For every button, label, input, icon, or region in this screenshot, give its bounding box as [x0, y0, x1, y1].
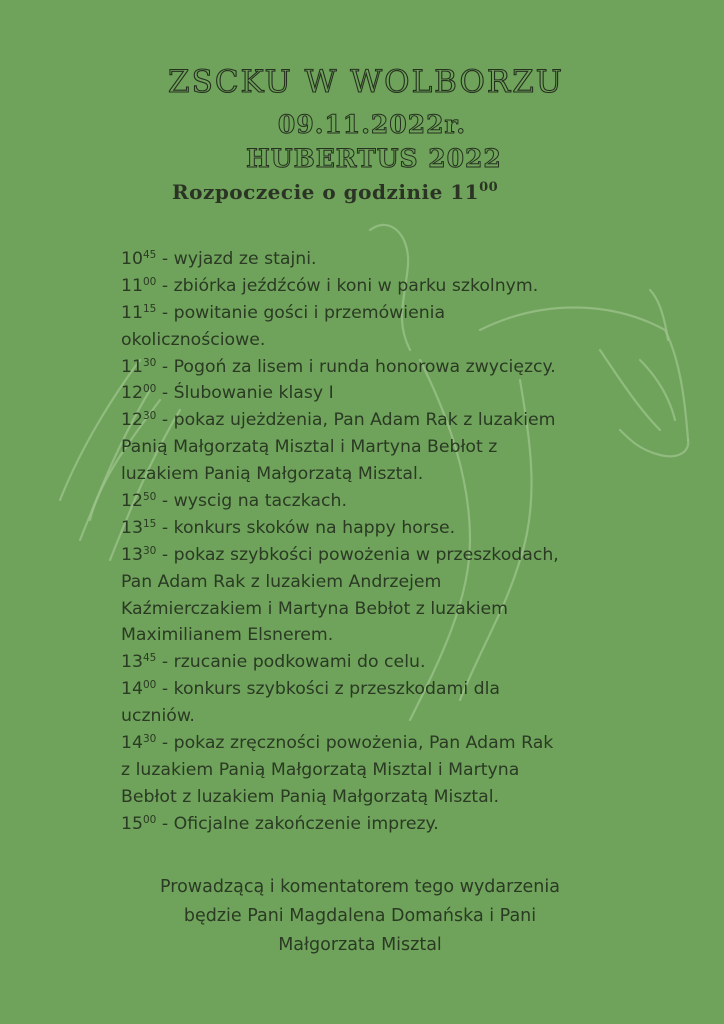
event-date: 09.11.2022r. [277, 110, 467, 139]
schedule-hour: 14 [121, 679, 143, 700]
schedule-item [121, 246, 591, 273]
schedule-minutes: 15 [143, 517, 157, 530]
schedule-minutes: 00 [143, 275, 157, 288]
schedule-text: luzakiem Panią Małgorzatą Misztal. [121, 464, 424, 485]
schedule-text: - wyjazd ze stajni. [156, 249, 317, 269]
schedule-item [121, 273, 591, 300]
schedule-minutes: 45 [143, 249, 157, 261]
schedule-item [121, 542, 591, 569]
schedule-minutes: 30 [143, 544, 157, 557]
event-name: HUBERTUS 2022 [246, 144, 502, 173]
horse-bridle-stroke [600, 350, 675, 430]
schedule-text: - Ślubowanie klasy I [156, 383, 334, 404]
schedule-minutes: 30 [143, 356, 157, 369]
start-time [172, 180, 498, 204]
schedule-text: - wyscig na taczkach. [156, 491, 347, 512]
schedule-hour: 10 [121, 249, 143, 269]
schedule-item-continuation [121, 569, 591, 596]
schedule-item-continuation [121, 596, 591, 623]
schedule-text: - Oficjalne zakończenie imprezy. [156, 813, 439, 834]
schedule-item-continuation [121, 461, 591, 488]
schedule-list [121, 246, 591, 838]
schedule-item-continuation [121, 757, 591, 784]
schedule-item-continuation [121, 327, 591, 354]
schedule-hour: 11 [121, 356, 143, 377]
schedule-text: - pokaz szybkości powożenia w przeszkodach, [156, 544, 559, 565]
schedule-item [121, 380, 591, 407]
schedule-item-continuation [121, 434, 591, 461]
schedule-hour: 13 [121, 544, 143, 565]
schedule-minutes: 50 [143, 491, 157, 504]
schedule-text: Pan Adam Rak z luzakiem Andrzejem [121, 571, 442, 592]
schedule-text: - pokaz ujeżdżenia, Pan Adam Rak z luzakiem [156, 410, 556, 431]
schedule-item [121, 676, 591, 703]
schedule-text: uczniów. [121, 706, 195, 727]
schedule-text: Kaźmierczakiem i Martyna Bebłot z luzakiem [121, 598, 509, 619]
schedule-item [121, 354, 591, 381]
schedule-hour: 15 [121, 813, 143, 834]
schedule-text: - konkurs szybkości z przeszkodami dla [156, 679, 501, 700]
schedule-minutes: 00 [143, 813, 157, 826]
schedule-text: - rzucanie podkowami do celu. [156, 652, 426, 673]
schedule-minutes: 30 [143, 410, 157, 423]
schedule-text: Panią Małgorzatą Misztal i Martyna Bebłot z [121, 437, 498, 458]
schedule-item-continuation [121, 622, 591, 649]
schedule-text: - konkurs skoków na happy horse. [156, 517, 456, 538]
footer-line: Małgorzata Misztal [278, 935, 442, 955]
schedule-hour: 11 [121, 275, 143, 296]
schedule-text: okolicznościowe. [121, 329, 266, 350]
schedule-text: Bebłot z luzakiem Panią Małgorzatą Misztal. [121, 786, 500, 807]
schedule-hour: 11 [121, 302, 143, 323]
schedule-minutes: 00 [143, 679, 157, 692]
schedule-item [121, 488, 591, 515]
schedule-text: z luzakiem Panią Małgorzatą Misztal i Martyna [121, 759, 520, 780]
schedule-text: - pokaz zręczności powożenia, Pan Adam Rak [156, 733, 554, 754]
schedule-item [121, 811, 591, 838]
schedule-minutes: 15 [143, 302, 157, 315]
footer-note [100, 873, 620, 960]
schedule-minutes: 30 [143, 733, 157, 746]
schedule-item [121, 730, 591, 757]
schedule-hour: 14 [121, 733, 143, 754]
schedule-minutes: 45 [143, 652, 157, 665]
schedule-item [121, 300, 591, 327]
schedule-text: Maximilianem Elsnerem. [121, 625, 334, 646]
school-title: ZSCKU W WOLBORZU [168, 64, 564, 100]
horse-ear-stroke [650, 290, 668, 340]
start-time-minutes: 00 [479, 180, 499, 195]
schedule-text: - zbiórka jeźdźców i koni w parku szkolnym. [156, 275, 539, 296]
schedule-text: - powitanie gości i przemówienia [156, 302, 446, 323]
schedule-item [121, 407, 591, 434]
schedule-text: - Pogoń za lisem i runda honorowa zwycięzcy. [156, 356, 556, 377]
schedule-minutes: 00 [143, 383, 157, 396]
schedule-hour: 12 [121, 383, 143, 404]
schedule-item-continuation [121, 784, 591, 811]
footer-line: będzie Pani Magdalena Domańska i Pani [183, 906, 537, 926]
schedule-hour: 12 [121, 491, 143, 512]
start-time-text: Rozpoczecie o godzinie 11 [172, 180, 480, 204]
schedule-hour: 12 [121, 410, 143, 431]
footer-line: Prowadzącą i komentatorem tego wydarzenia [160, 877, 560, 897]
horse-muzzle-stroke [620, 430, 688, 456]
schedule-hour: 13 [121, 517, 143, 538]
schedule-hour: 13 [121, 652, 143, 673]
schedule-item-continuation [121, 703, 591, 730]
schedule-item [121, 649, 591, 676]
schedule-item [121, 515, 591, 542]
